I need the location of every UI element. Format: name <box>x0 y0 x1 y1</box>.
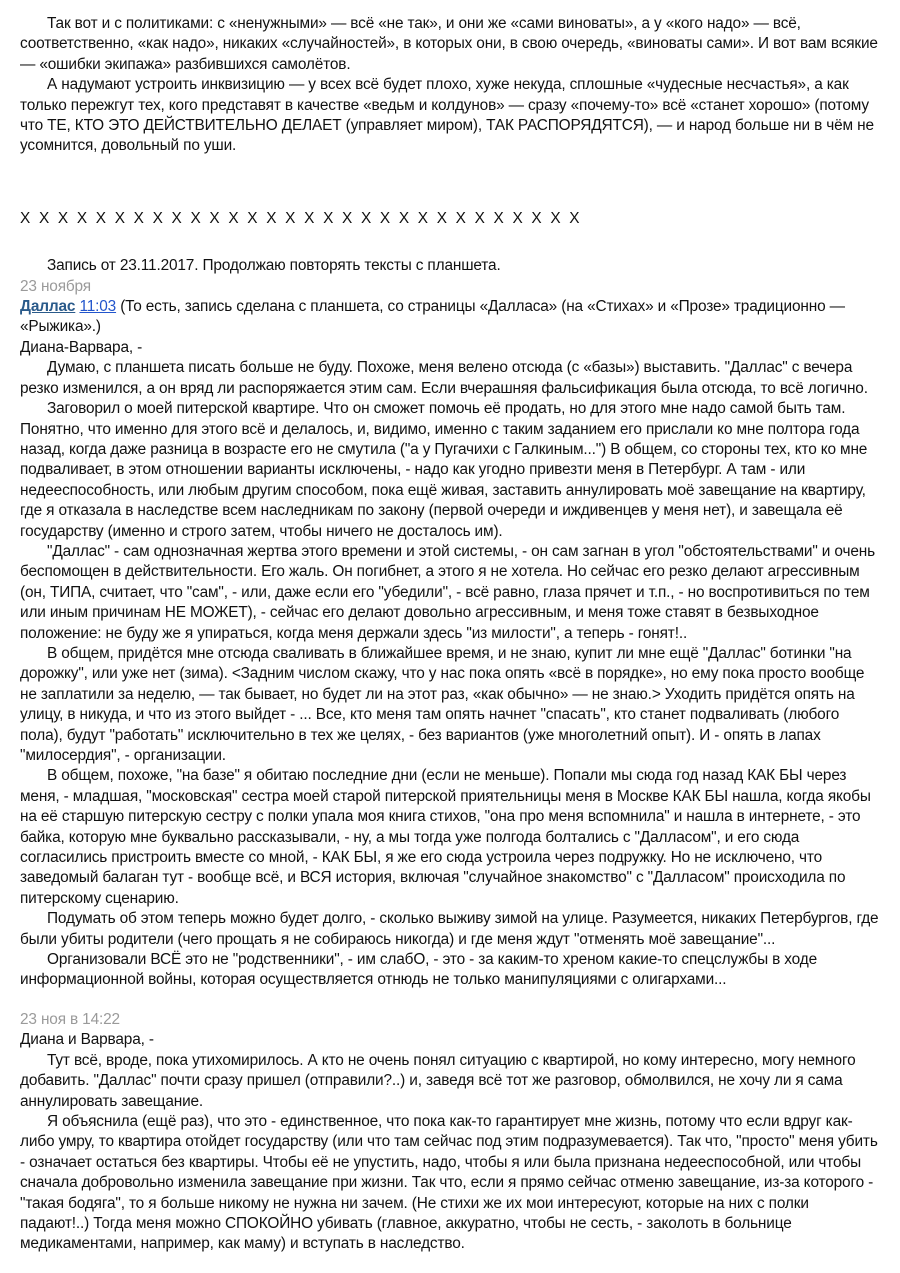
paragraph: "Даллас" - сам однозначная жертва этого времени и этой системы, - он сам загнан в угол "обстоятельствами" и очень беспомощен в действительности. Его жаль. Он погибнет, а этого я не хотела. Но сейчас его резко делают агрессивным (он, ТИПА, считает, что "сам", - или, даже если его "убедили", - всё равно, глаза прячет и т.п., - но воспротивиться по тем или иным причинам НЕ МОЖЕТ), - сейчас его делают довольно агрессивным, и меня тоже ставят в безвыходное положение: не буду же я упираться, когда меня держали здесь "из милости", а теперь - гонят!.. <box>20 542 875 642</box>
entry-date: 23 ноября <box>20 277 91 295</box>
entry-date: 23 ноя в 14:22 <box>20 1010 120 1028</box>
paragraph: Организовали ВСЁ это не "родственники", - им слабО, - это - за каким-то хреном какие-то спецслужбы в ходе информационной войны, которая осуществляется отнюдь не только манипуляциями с олигархами... <box>20 951 817 989</box>
author-note: (То есть, запись сделана с планшета, со страницы «Далласа» (на «Стихах» и «Прозе» традиционно — «Рыжика».) <box>20 298 845 336</box>
paragraph: Так вот и с политиками: с «ненужными» — всё «не так», и они же «сами виноваты», а у «кого надо» — всё, соответственно, «как надо», никаких «случайностей», в которых они, в свою очередь, «виноваты сами». И вот вам всякие — «ошибки экипажа» разбившихся самолётов. <box>20 15 878 73</box>
paragraph: Подумать об этом теперь можно будет долго, - сколько выживу зимой на улице. Разумеется, никаких Петербургов, где были убиты родители (чего прощать я не собираюсь никогда) и где меня ждут "отменять моё завещание"... <box>20 910 879 948</box>
paragraph: А надумают устроить инквизицию — у всех всё будет плохо, хуже некуда, сплошные «чудесные несчастья», а как только пережгут тех, кого представят в качестве «ведьм и колдунов» — сразу «почему-то» всё «станет хорошо» (потому что ТЕ, КТО ЭТО ДЕЙСТВИТЕЛЬНО ДЕЛАЕТ (управляет миром), ТАК РАСПОРЯДЯТСЯ), — и народ больше ни в чём не усомнится, довольный по уши. <box>20 76 874 155</box>
entry-author-line <box>20 297 882 338</box>
greeting: Диана-Варвара, - <box>20 338 143 356</box>
greeting: Диана и Варвара, - <box>20 1031 154 1049</box>
paragraph: В общем, придётся мне отсюда сваливать в ближайшее время, и не знаю, купит ли мне ещё "Даллас" ботинки "на дорожку", или уже нет (зима). <Задним числом скажу, что у нас пока опять «всё в порядке», но ему пока просто вообще не заплатили за неделю, — так бывает, но будет ли на этот раз, «как обычно» — не знаю.> Уходить придётся опять на улицу, в никуда, и что из этого выйдет - ... Все, кто меня там опять начнет "спасать", кто станет подваливать (любого пола), будут "работать" исключительно в тех же целях, - без вариантов (уже многолетний опыт). И - опять в лапах "милосердия", - организации. <box>20 644 865 764</box>
paragraph: Заговорил о моей питерской квартире. Что он сможет помочь её продать, но для этого мне надо самой быть там. Понятно, что именно для этого всё и делалось, и, видимо, именно с таким заданием его прислали ко мне полтора года назад, когда даже разница в возрасте его не смутила ("а у Пугачихи с Галкиным...") В общем, со стороны тех, кто ко мне подваливает, в этом отношении варианты исключены, - надо как угодно привезти меня в Петербург. А там - или недееспособность, или любым другим способом, пока ещё живая, заставить аннулировать моё завещание на квартиру, где я отказала в наследстве всем наследникам по закону (первой очереди и иждивенцев у меня нет), и завещала её государству (именно и строго затем, чтобы ничего не досталось им). <box>20 400 868 540</box>
entry-intro: Запись от 23.11.2017. Продолжаю повторять тексты с планшета. <box>47 257 501 275</box>
time-link[interactable]: 11:03 <box>79 298 117 316</box>
politics-block <box>20 14 882 157</box>
section-separator: Х Х Х Х Х Х Х Х Х Х Х Х Х Х Х Х Х Х Х Х Х Х Х Х Х Х Х Х Х Х <box>20 209 582 227</box>
paragraph: Думаю, с планшета писать больше не буду. Похоже, меня велено отсюда (с «базы») выставить. "Даллас" с вечера резко изменился, а он вряд ли распоряжается этим сам. Если вчерашняя фальсификация была отсюда, то всё логично. <box>20 359 868 397</box>
paragraph: Тут всё, вроде, пока утихомирилось. А кто не очень понял ситуацию с квартирой, но кому интересно, могу немного добавить. "Даллас" почти сразу пришел (отправили?..) и, заведя всё тот же разговор, обмолвился, не хочу ли я сама аннулировать завещание. <box>20 1051 856 1110</box>
paragraph: В общем, похоже, "на базе" я обитаю последние дни (если не меньше). Попали мы сюда год назад КАК БЫ через меня, - младшая, "московская" сестра моей старой питерской приятельницы меня в Москве КАК БЫ нашла, когда якобы на её старшую питерскую сестру с полки упала моя книга стихов, "она про меня вспомнила" и нашла в интернете, - это байка, которую мне буквально рассказывали, - ну, а мы тогда уже полгода болтались с "Далласом", и его сюда согласились пристроить вместе со мной, - КАК БЫ, я же его сюда устроила через подружку. Но не исключено, что заведомый балаган тут - вообще всё, и ВСЯ история, включая "случайное знакомство" с "Далласом" происходила по питерскому сценарию. <box>20 767 871 907</box>
entry-23-nov-1422 <box>20 1010 882 1255</box>
paragraph: Я объяснила (ещё раз), что это - единственное, что пока как-то гарантирует мне жизнь, потому что если вдруг как-либо умру, то квартира отойдет государству (или что там сейчас под этим подразумевается). Так что, "просто" меня убить - означает остаться без квартиры. Чтобы её не упустить, надо, чтобы я или была признана недееспособной, или чтобы сначала добровольно изменила завещание при жизни. Так что, если я прямо сейчас отменю завещание, из-за которого - "такая бодяга", то я больше никому не нужна ни зачем. (Не стихи же их мои интересуют, которые на них с полки падают!..) Тогда меня можно СПОКОЙНО убивать (главное, аккуратно, чтобы не сесть, - заколоть в больнице медикаментами, например, как маму) и вступать в наследство. <box>20 1112 878 1253</box>
entry-23-nov <box>20 256 882 991</box>
author-link[interactable]: Даллас <box>20 298 76 316</box>
